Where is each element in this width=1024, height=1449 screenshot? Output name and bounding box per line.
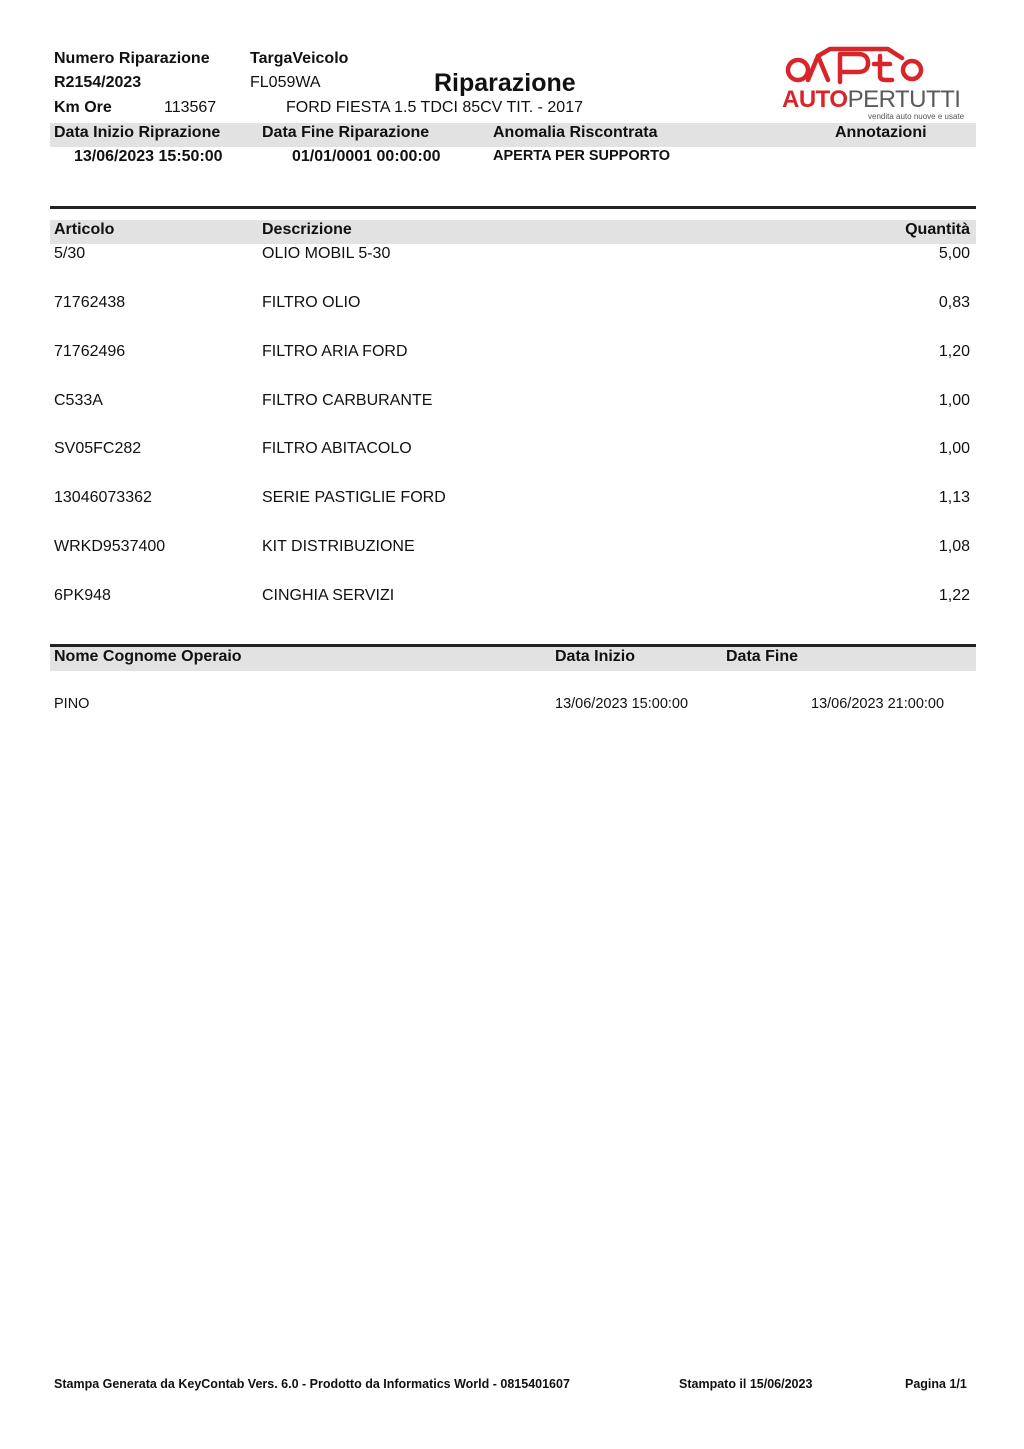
km-ore-label: Km Ore <box>54 99 112 116</box>
descrizione-cell: OLIO MOBIL 5-30 <box>262 245 391 262</box>
articolo-cell: 5/30 <box>54 245 86 262</box>
data-fine-label: Data Fine Riparazione <box>262 124 430 141</box>
data-fine-cell: 13/06/2023 21:00:00 <box>811 696 945 712</box>
annotazioni-label: Annotazioni <box>835 124 927 141</box>
footer-page: Pagina 1/1 <box>905 1377 967 1391</box>
articolo-cell: C533A <box>54 392 103 409</box>
data-fine-value: 01/01/0001 00:00:00 <box>292 148 441 165</box>
articolo-cell: 71762438 <box>54 294 126 311</box>
quantita-cell: 1,00 <box>938 392 970 409</box>
descrizione-cell: FILTRO ARIA FORD <box>262 343 408 360</box>
articolo-cell: 6PK948 <box>54 587 111 604</box>
footer-printed: Stampato il 15/06/2023 <box>679 1377 813 1391</box>
descrizione-cell: FILTRO OLIO <box>262 294 361 311</box>
articolo-cell: WRKD9537400 <box>54 538 166 555</box>
articolo-cell: 71762496 <box>54 343 126 360</box>
logo-wordmark-pertutti: PERTUTTI <box>847 86 961 113</box>
quantita-cell: 5,00 <box>938 245 970 262</box>
car-outline-icon <box>778 44 978 88</box>
articolo-cell: SV05FC282 <box>54 440 142 457</box>
descrizione-cell: CINGHIA SERVIZI <box>262 587 395 604</box>
anomalia-value: APERTA PER SUPPORTO <box>493 148 670 164</box>
quantita-cell: 1,08 <box>938 538 970 555</box>
articles-top-rule <box>50 206 976 209</box>
descrizione-cell: FILTRO CARBURANTE <box>262 392 433 409</box>
quantita-cell: 1,22 <box>938 587 970 604</box>
data-inizio-value: 13/06/2023 15:50:00 <box>74 148 223 165</box>
articles-header-band <box>50 220 976 244</box>
descrizione-cell: FILTRO ABITACOLO <box>262 440 412 457</box>
descrizione-cell: SERIE PASTIGLIE FORD <box>262 489 446 506</box>
footer-generated: Stampa Generata da KeyContab Vers. 6.0 - Prodotto da Informatics World - 0815401607 <box>54 1377 570 1391</box>
logo-tagline: vendita auto nuove e usate <box>868 112 965 121</box>
targa-veicolo-label: TargaVeicolo <box>250 50 349 67</box>
logo-wordmark-auto: AUTO <box>782 86 848 113</box>
col-data-fine-header: Data Fine <box>726 648 799 665</box>
quantita-cell: 1,20 <box>938 343 970 360</box>
logo-wordmark <box>782 86 960 114</box>
anomalia-label: Anomalia Riscontrata <box>493 124 658 141</box>
quantita-cell: 0,83 <box>938 294 970 311</box>
targa-veicolo-value: FL059WA <box>250 74 321 91</box>
col-descrizione-header: Descrizione <box>262 221 352 238</box>
col-quantita-header: Quantità <box>905 221 970 238</box>
quantita-cell: 1,13 <box>938 489 970 506</box>
data-inizio-cell: 13/06/2023 15:00:00 <box>555 696 689 712</box>
col-data-inizio-header: Data Inizio <box>555 648 636 665</box>
numero-riparazione-value: R2154/2023 <box>54 74 142 91</box>
descrizione-cell: KIT DISTRIBUZIONE <box>262 538 415 555</box>
numero-riparazione-label: Numero Riparazione <box>54 50 210 67</box>
col-operaio-header: Nome Cognome Operaio <box>54 648 242 665</box>
quantita-cell: 1,00 <box>938 440 970 457</box>
col-articolo-header: Articolo <box>54 221 115 238</box>
articolo-cell: 13046073362 <box>54 489 152 506</box>
vehicle-description: FORD FIESTA 1.5 TDCI 85CV TIT. - 2017 <box>286 99 583 116</box>
km-ore-value: 113567 <box>164 99 217 116</box>
operaio-cell: PINO <box>54 696 90 712</box>
page-title: Riparazione <box>434 69 576 97</box>
data-inizio-label: Data Inizio Riprazione <box>54 124 221 141</box>
